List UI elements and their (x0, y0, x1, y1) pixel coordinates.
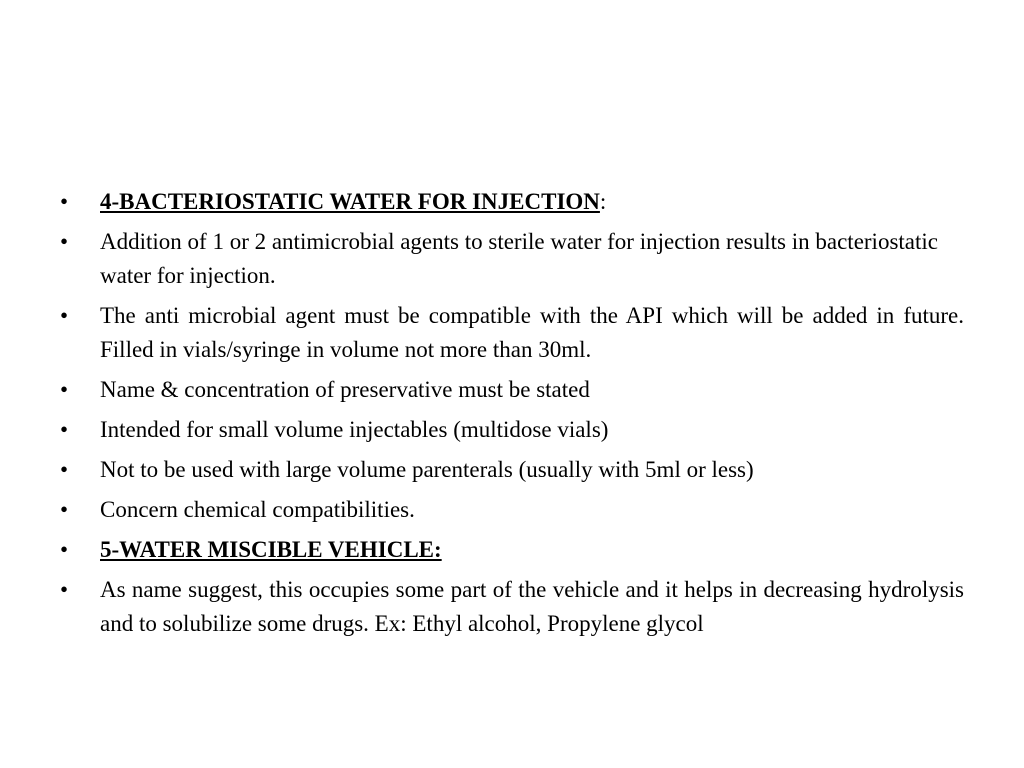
bullet-icon: • (60, 303, 69, 328)
list-item (56, 533, 964, 567)
list-item (56, 573, 964, 641)
bullet-icon: • (60, 229, 69, 254)
bullet-icon: • (60, 189, 69, 214)
list-item (56, 225, 964, 293)
list-item (56, 185, 964, 219)
list-item (56, 453, 964, 487)
bullet-icon: • (60, 417, 69, 442)
bullet-icon: • (60, 497, 69, 522)
bullet-text: As name suggest, this occupies some part of the vehicle and it helps in decreasing hydrolysis and to solubilize some drugs. Ex: Ethyl alcohol, Propylene glycol (100, 577, 964, 636)
bullet-text: Concern chemical compatibilities. (100, 497, 415, 522)
bullet-icon: • (60, 377, 69, 402)
bullet-icon: • (60, 577, 69, 602)
bullet-text: The anti microbial agent must be compatible with the API which will be added in future. Filled in vials/syringe in volume not more than 30ml. (100, 303, 964, 362)
bullet-text: Name & concentration of preservative must be stated (100, 377, 590, 402)
bullet-text: Not to be used with large volume parenterals (usually with 5ml or less) (100, 457, 754, 482)
bullet-text: Addition of 1 or 2 antimicrobial agents to sterile water for injection results in bacteriostatic water for injection. (100, 229, 938, 288)
list-item (56, 413, 964, 447)
bullet-list (56, 185, 964, 647)
list-item (56, 299, 964, 367)
list-item (56, 493, 964, 527)
bullet-icon: • (60, 537, 69, 562)
heading-colon: : (599, 189, 607, 214)
section-heading-bacteriostatic-water: 4-BACTERIOSTATIC WATER FOR INJECTION (100, 189, 600, 214)
bullet-icon: • (60, 457, 69, 482)
section-heading-water-miscible-vehicle: 5-WATER MISCIBLE VEHICLE: (100, 537, 442, 562)
bullet-text: Intended for small volume injectables (multidose vials) (100, 417, 609, 442)
list-item (56, 373, 964, 407)
